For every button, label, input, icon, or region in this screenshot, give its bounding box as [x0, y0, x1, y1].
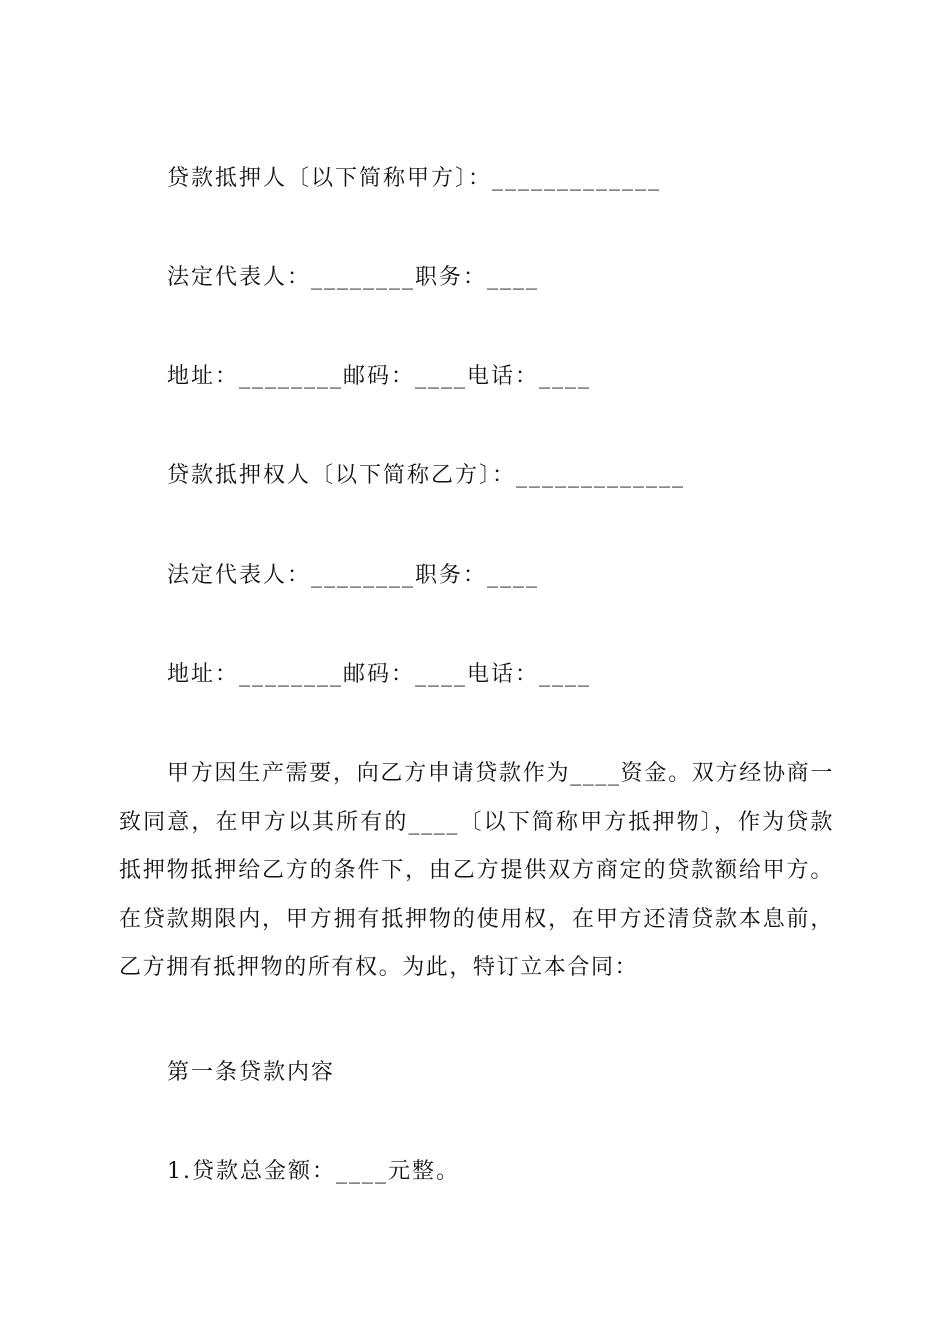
- party-a-header: 贷款抵押人〔以下简称甲方〕：_____________: [167, 166, 662, 191]
- party-b-address: 地址：________邮码：____电话：____: [167, 662, 592, 687]
- party-b-header: 贷款抵押权人〔以下简称乙方〕：_____________: [167, 463, 686, 488]
- article-1-title: 第一条贷款内容: [167, 1060, 336, 1085]
- party-a-representative: 法定代表人：________职务：____: [167, 265, 540, 290]
- article-1-item-1: 1.贷款总金额：____元整。: [167, 1159, 460, 1184]
- party-a-address: 地址：________邮码：____电话：____: [167, 364, 592, 389]
- party-b-representative: 法定代表人：________职务：____: [167, 563, 540, 588]
- preamble-paragraph: 甲方因生产需要，向乙方申请贷款作为____资金。双方经协商一致同意，在甲方以其所有的____〔以下简称甲方抵押物〕，作为贷款抵押物抵押给乙方的条件下，由乙方提供双方商定的贷款额给甲方。在贷款期限内，甲方拥有抵押物的使用权，在甲方还清贷款本息前，乙方拥有抵押物的所有权。为此，特订立本合同：: [119, 761, 834, 980]
